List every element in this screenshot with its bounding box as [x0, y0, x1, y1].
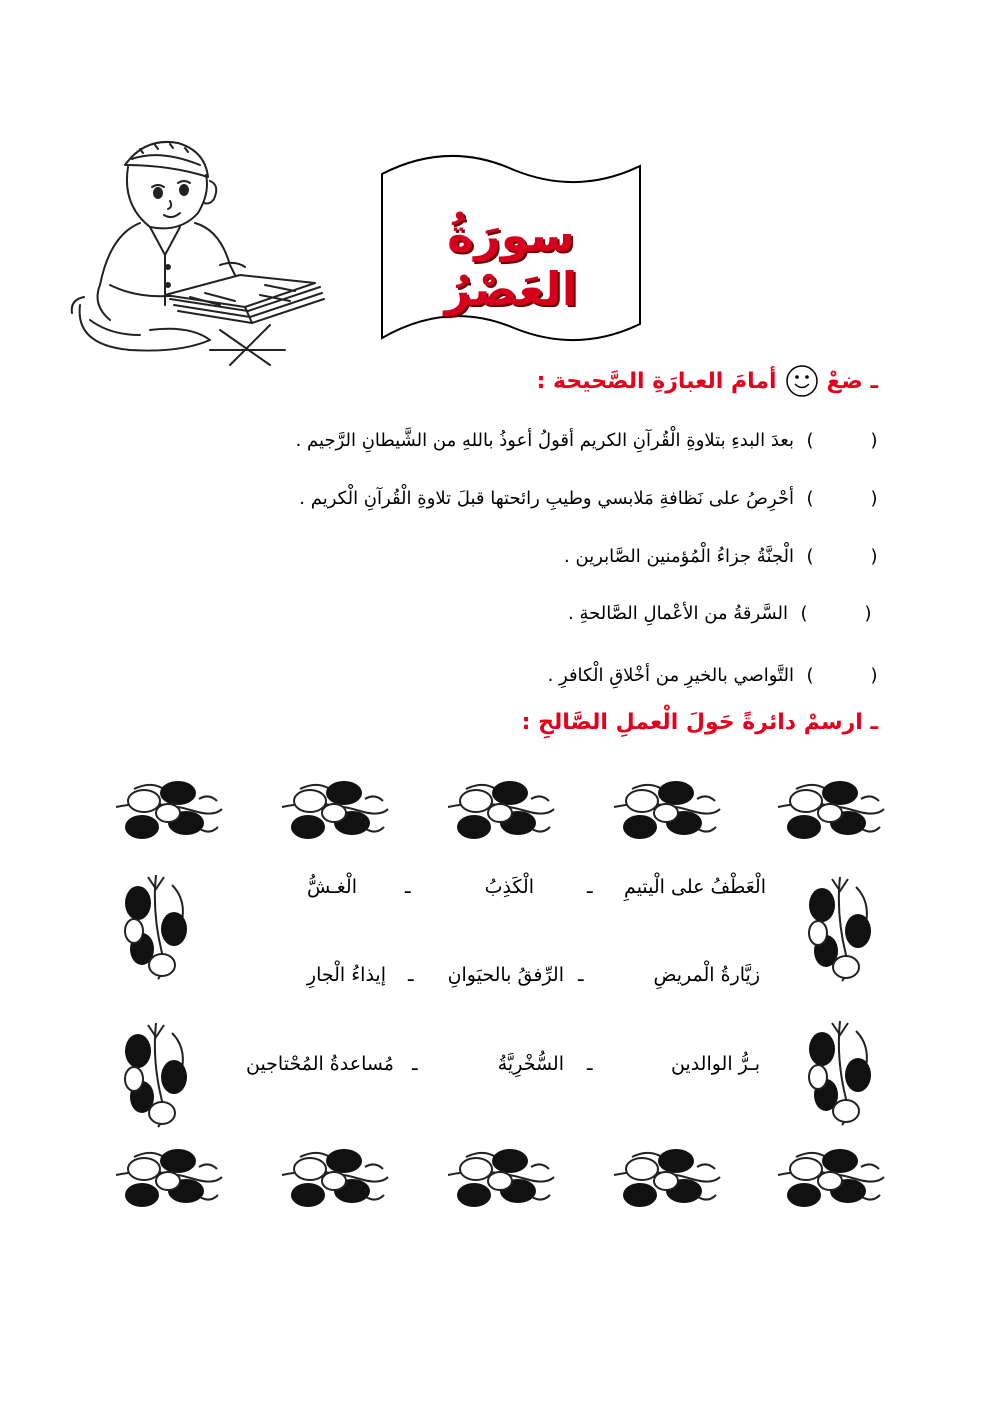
smiley-icon	[785, 364, 819, 398]
olive-branch-frame	[112, 775, 890, 1225]
word-option[interactable]: الْكَذِبُ	[484, 876, 534, 898]
section-1-heading	[537, 364, 878, 398]
boy-reading-illustration	[70, 135, 330, 375]
statement-text: التَّواصي بالخيرِ من أخْلاقِ الْكافرِ .	[547, 664, 794, 686]
separator: ـ	[412, 1053, 418, 1075]
word-option[interactable]: بـرُّ الوالدين	[670, 1053, 760, 1075]
heading-prefix: ـ ضعْ	[826, 368, 878, 394]
word-option[interactable]: الْغـشُّ	[306, 876, 357, 898]
statement-row: ( ) أحْرِصُ على نَظافةِ مَلابسي وطيبِ رائحتها قبلَ تلاوةِ الْقُرآنِ الْكريم .	[299, 487, 878, 509]
word-option[interactable]: مُساعدةُ المُحْتاجين	[245, 1053, 394, 1075]
heading-text: أمامَ العبارَةِ الصَّحيحة :	[536, 368, 777, 394]
section-2-heading: ـ ارسمْ دائرةً حَولَ الْعملِ الصَّالحِ :	[521, 710, 878, 735]
statement-row: ( ) الْجنَّةُ جزاءُ الْمُؤمنين الصَّابرين .	[564, 545, 878, 567]
statement-text: أحْرِصُ على نَظافةِ مَلابسي وطيبِ رائحتها قبلَ تلاوةِ الْقُرآنِ الْكريم .	[299, 487, 794, 509]
statement-row: ( ) السَّرقةُ من الأعْمالِ الصَّالحةِ .	[568, 602, 872, 624]
statement-text: السَّرقةُ من الأعْمالِ الصَّالحةِ .	[568, 602, 788, 624]
separator: ـ	[408, 964, 414, 986]
separator: ـ	[587, 1053, 593, 1075]
word-option[interactable]: السُّخْرِيَّةُ	[497, 1053, 564, 1075]
statement-row: ( ) التَّواصي بالخيرِ من أخْلاقِ الْكافرِ .	[547, 664, 878, 686]
separator: ـ	[578, 964, 584, 986]
separator: ـ	[587, 876, 593, 898]
word-option[interactable]: زيَّارةُ الْمريضِ	[653, 964, 760, 986]
statement-row: ( ) بعدَ البدءِ بتلاوةِ الْقُرآنِ الكريم أقولُ أعوذُ باللهِ من الشَّيطانِ الرَّجيم .	[295, 429, 878, 451]
word-option[interactable]: الْعَطْفُ على الْيتيمِ	[624, 876, 766, 898]
separator: ـ	[405, 876, 411, 898]
page-title: سورَةُ العَصْرُ	[444, 208, 578, 316]
word-option[interactable]: إيذاءُ الْجارِ	[306, 964, 386, 986]
word-option[interactable]: الرِّفقُ بالحيَوانِ	[447, 964, 564, 986]
statement-text: بعدَ البدءِ بتلاوةِ الْقُرآنِ الكريم أقولُ أعوذُ باللهِ من الشَّيطانِ الرَّجيم .	[295, 429, 794, 451]
statement-text: الْجنَّةُ جزاءُ الْمُؤمنين الصَّابرين .	[564, 545, 794, 567]
